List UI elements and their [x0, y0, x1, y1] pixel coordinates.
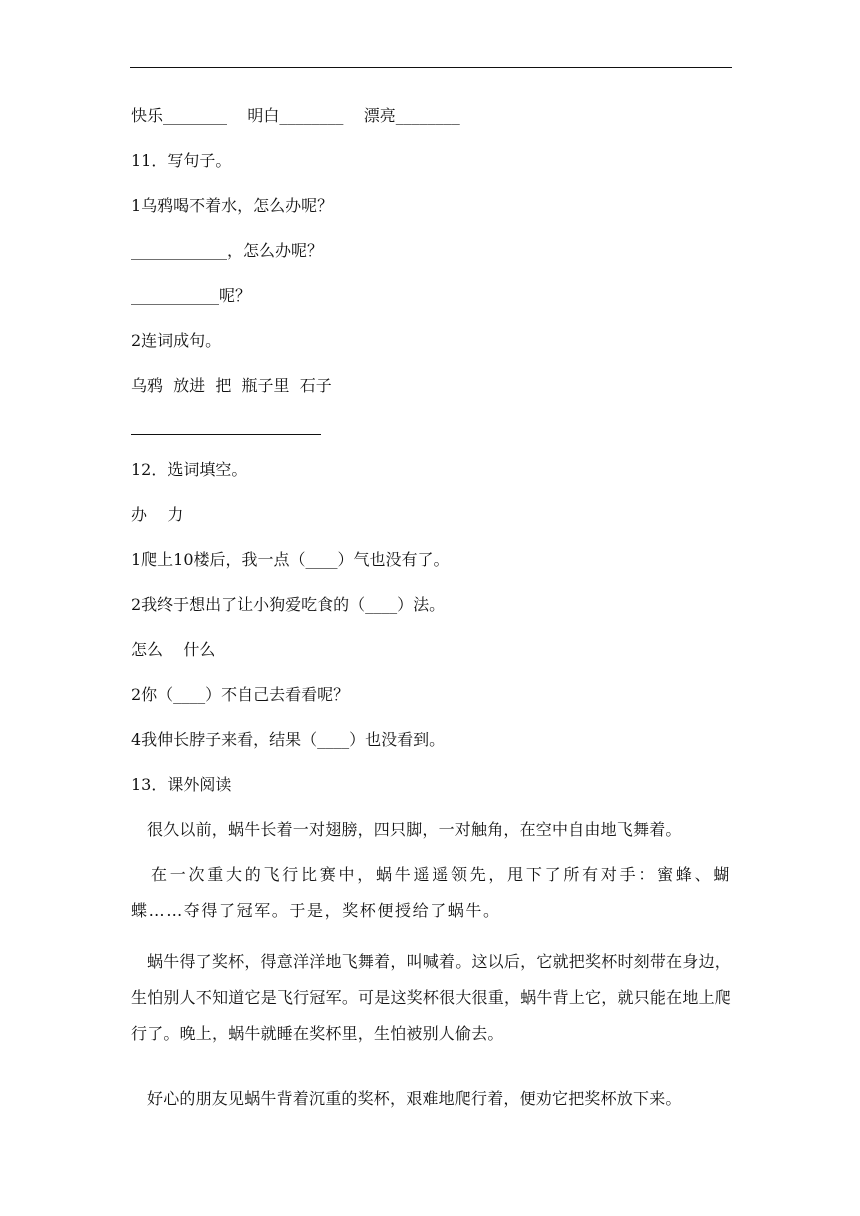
q13-paragraph-3: 蜗牛得了奖杯，得意洋洋地飞舞着，叫喊着。这以后，它就把奖杯时刻带在身边，生怕别人不知道它是飞行冠军。可是这奖杯很大很重，蜗牛背上它，就只能在地上爬行了。晚上，蜗牛就睡在奖杯里，生怕被别人偷去。 [131, 952, 731, 1043]
q10-word-blanks: 快乐________ 明白________ 漂亮________ [131, 106, 460, 125]
q11-part1-prompt: 1乌鸦喝不着水，怎么办呢？ [131, 196, 334, 215]
q13-paragraph-4: 好心的朋友见蜗牛背着沉重的奖杯，艰难地爬行着，便劝它把奖杯放下来。 [147, 1089, 682, 1108]
q13-paragraph-1: 很久以前，蜗牛长着一对翅膀，四只脚，一对触角，在空中自由地飞舞着。 [147, 820, 682, 839]
q12-group1-item1: 1爬上10楼后，我一点（____）气也没有了。 [131, 550, 450, 569]
q12-group2-item1: 2你（____）不自己去看看呢？ [131, 685, 350, 704]
q12-group1-item2: 2我终于想出了让小狗爱吃食的（____）法。 [131, 595, 446, 614]
q11-heading: 11．写句子。 [131, 151, 232, 170]
q12-group2-item2: 4我伸长脖子来看，结果（____）也没看到。 [131, 730, 446, 749]
q11-part2-words: 乌鸦 放进 把 瓶子里 石子 [131, 376, 332, 395]
q13-paragraph-2: 在一次重大的飞行比赛中，蜗牛遥遥领先，甩下了所有对手：蜜蜂、蝴蝶……夺得了冠军。于是，奖杯便授给了蜗牛。 [131, 865, 731, 920]
q12-group2-words: 怎么 什么 [131, 640, 216, 659]
q11-part2-prompt: 2连词成句。 [131, 331, 222, 350]
q11-part1-blank2: ___________呢？ [131, 286, 252, 305]
q11-part2-answer-line [131, 434, 321, 435]
header-rule [130, 67, 732, 68]
q13-heading: 13．课外阅读 [131, 775, 232, 794]
q11-part1-blank1: ____________，怎么办呢？ [131, 241, 324, 260]
q12-heading: 12．选词填空。 [131, 460, 248, 479]
q12-group1-words: 办 力 [131, 505, 184, 524]
